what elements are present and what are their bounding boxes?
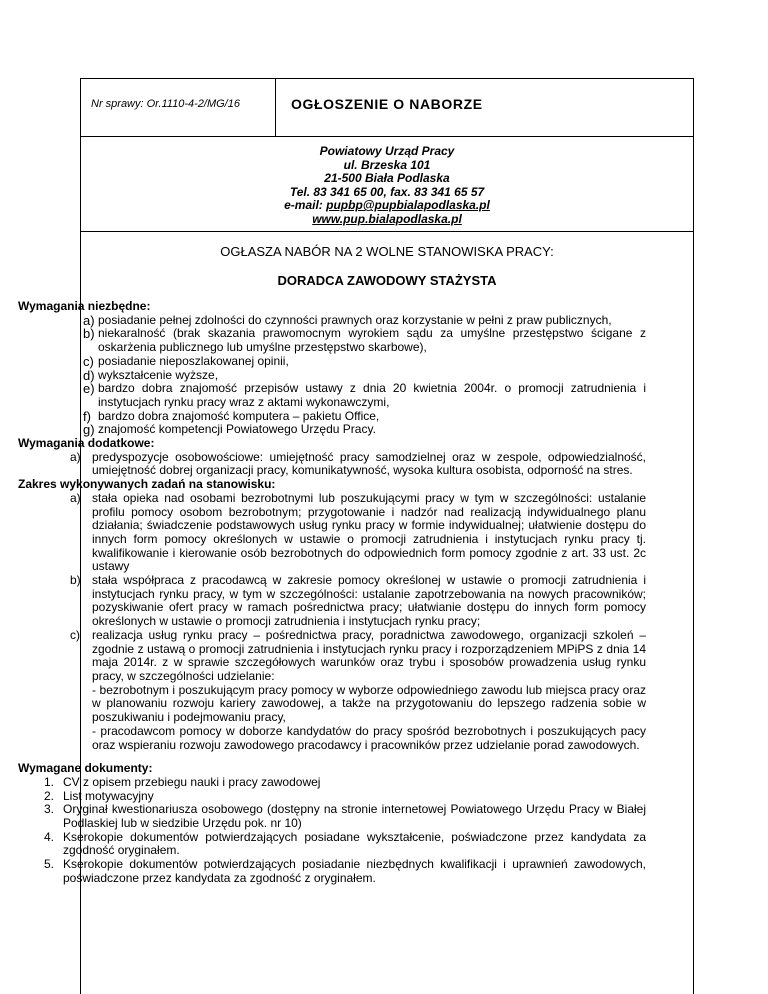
additional-heading: Wymagania dodatkowe: — [18, 436, 155, 451]
list-subitem: - pracodawcom pomocy w doborze kandydatów do pracy spośród bezrobotnych i poszukujących pacy oraz wspieraniu rozwoju zawodowego pracodawcy i pracowników przez udzielanie porad zawodowych. — [92, 723, 646, 752]
list-item: 1. CV z opisem przebiegu nauki i pracy zawodowej — [44, 774, 321, 789]
email-link[interactable]: pupbp@pupbialapodlaska.pl — [326, 198, 490, 212]
position-title: DORADCA ZAWODOWY STAŻYSTA — [277, 273, 497, 288]
list-item: 2. List motywacyjny — [44, 788, 154, 803]
header-divider — [275, 79, 276, 136]
announcement-line: OGŁASZA NABÓR NA 2 WOLNE STANOWISKA PRACY: — [220, 244, 554, 259]
documents-heading: Wymagane dokumenty: — [18, 761, 153, 776]
content — [18, 300, 646, 886]
case-number: Nr sprawy: Or.1110-4-2/MG/16 — [91, 98, 240, 110]
list-item: 5. Kserokopie dokumentów potwierdzających posiadanie niezbędnych kwalifikacji i uprawnień zawodowych, poświadczone przez kandydata za zgodność z oryginałem. — [44, 857, 646, 885]
announcement-frame — [18, 78, 694, 994]
list-item: f) bardzo dobra znajomość komputera – pakietu Office, — [83, 408, 380, 424]
list-item: c) realizacja usług rynku pracy – pośrednictwa pracy, poradnictwa zawodowego, organizacji szkoleń – zgodnie z ustawą o promocji zatrudnienia i instytucjach rynku pracy i rozporządzeniem MPiPS z dnia 14 maja 2014r. z w sprawie szczegółowych warunków oraz trybu i sposobów prowadzenia usług rynku pracy, w szczególności udzielanie: — [70, 627, 646, 683]
office-address — [81, 136, 693, 232]
document-title: OGŁOSZENIE O NABORZE — [291, 96, 483, 112]
office-email-line — [81, 199, 693, 213]
list-item: b) stała współpraca z pracodawcą w zakresie pomocy określonej w ustawie o promocji zatrudnienia i instytucjach rynku pracy, w tym w szczególności: ustalanie zapotrzebowania na nowych pracowników; pozyskiwanie ofert pracy w ramach pośrednictwa pracy; ułatwianie dostępu do innych form pomocy określonych w ustawie o promocji zatrudnienia i instytucjach rynku pracy; — [70, 573, 646, 629]
list-item: g) znajomość kompetencji Powiatowego Urzędu Pracy. — [83, 422, 376, 438]
list-item: 4. Kserokopie dokumentów potwierdzających posiadane wykształcenie, poświadczone przez kandydata za zgodność oryginałem. — [44, 829, 646, 858]
list-item: b) niekaralność (brak skazania prawomocnym wyrokiem sądu za umyślne przestępstwo ścigane z oskarżenia publicznego lub umyślne przestępstwo skarbowe), — [83, 326, 646, 355]
list-item: a) predyspozycje osobowościowe: umiejętność pracy samodzielnej oraz w zespole, odpowiedzialność, umiejętność dobrej organizacji pracy, komunikatywność, wysoka kultura osobista, odporność na stres. — [70, 449, 646, 478]
list-item: a) stała opieka nad osobami bezrobotnymi lub poszukującymi pracy w tym w szczególności: ustalanie profilu pomocy osobom bezrobotnym; przygotowanie i nadzór nad realizacją indywidualnego planu działania; świadczenie podstawowych usług rynku pracy w formie indywidualnej; ułatwienie dostępu do innych form pomocy określonych w ustawie o promocji zatrudnienia i instytucjach rynku pracy tj. kwalifikowanie i kierowanie osób bezrobotnych do odpowiednich form pomocy zgodnie z art. 33 ust. 2c ustawy — [70, 490, 646, 574]
office-street: ul. Brzeska 101 — [343, 157, 431, 172]
office-city: 21-500 Biała Podlaska — [324, 171, 450, 185]
list-item: 3. Oryginał kwestionariusza osobowego (dostępny na stronie internetowej Powiatowego Urzędu Pracy w Białej Podlaskiej lub w siedzibie Urzędu pok. nr 10) — [44, 802, 646, 831]
website-link[interactable]: www.pup.bialapodlaska.pl — [312, 211, 462, 226]
list-subitem: - bezrobotnym i poszukującym pracy pomocy w wyborze odpowiedniego zawodu lub miejsca pracy oraz w planowaniu rozwoju kariery zawodowej, a także na przygotowaniu do lepszego radzenia sobie w poszukiwaniu i podejmowaniu pracy, — [92, 682, 646, 725]
required-heading: Wymagania niezbędne: — [18, 299, 151, 313]
email-label: e-mail: — [284, 198, 327, 212]
office-name: Powiatowy Urząd Pracy — [319, 144, 455, 158]
office-phone: Tel. 83 341 65 00, fax. 83 341 65 57 — [289, 184, 485, 199]
list-item: a) posiadanie pełnej zdolności do czynności prawnych oraz korzystanie w pełni z praw publicznych, — [83, 312, 612, 328]
list-item: c) posiadanie nieposzlakowanej opinii, — [83, 353, 289, 369]
list-item: d) wykształcenie wyższe, — [83, 367, 219, 383]
header-row — [81, 79, 693, 137]
required-list — [18, 314, 646, 437]
duties-heading: Zakres wykonywanych zadań na stanowisku: — [18, 477, 276, 492]
list-item: e) bardzo dobra znajomość przepisów ustawy z dnia 20 kwietnia 2004r. o promocji zatrudnienia i instytucjach rynku pracy wraz z aktami wykonawczymi, — [83, 381, 646, 409]
